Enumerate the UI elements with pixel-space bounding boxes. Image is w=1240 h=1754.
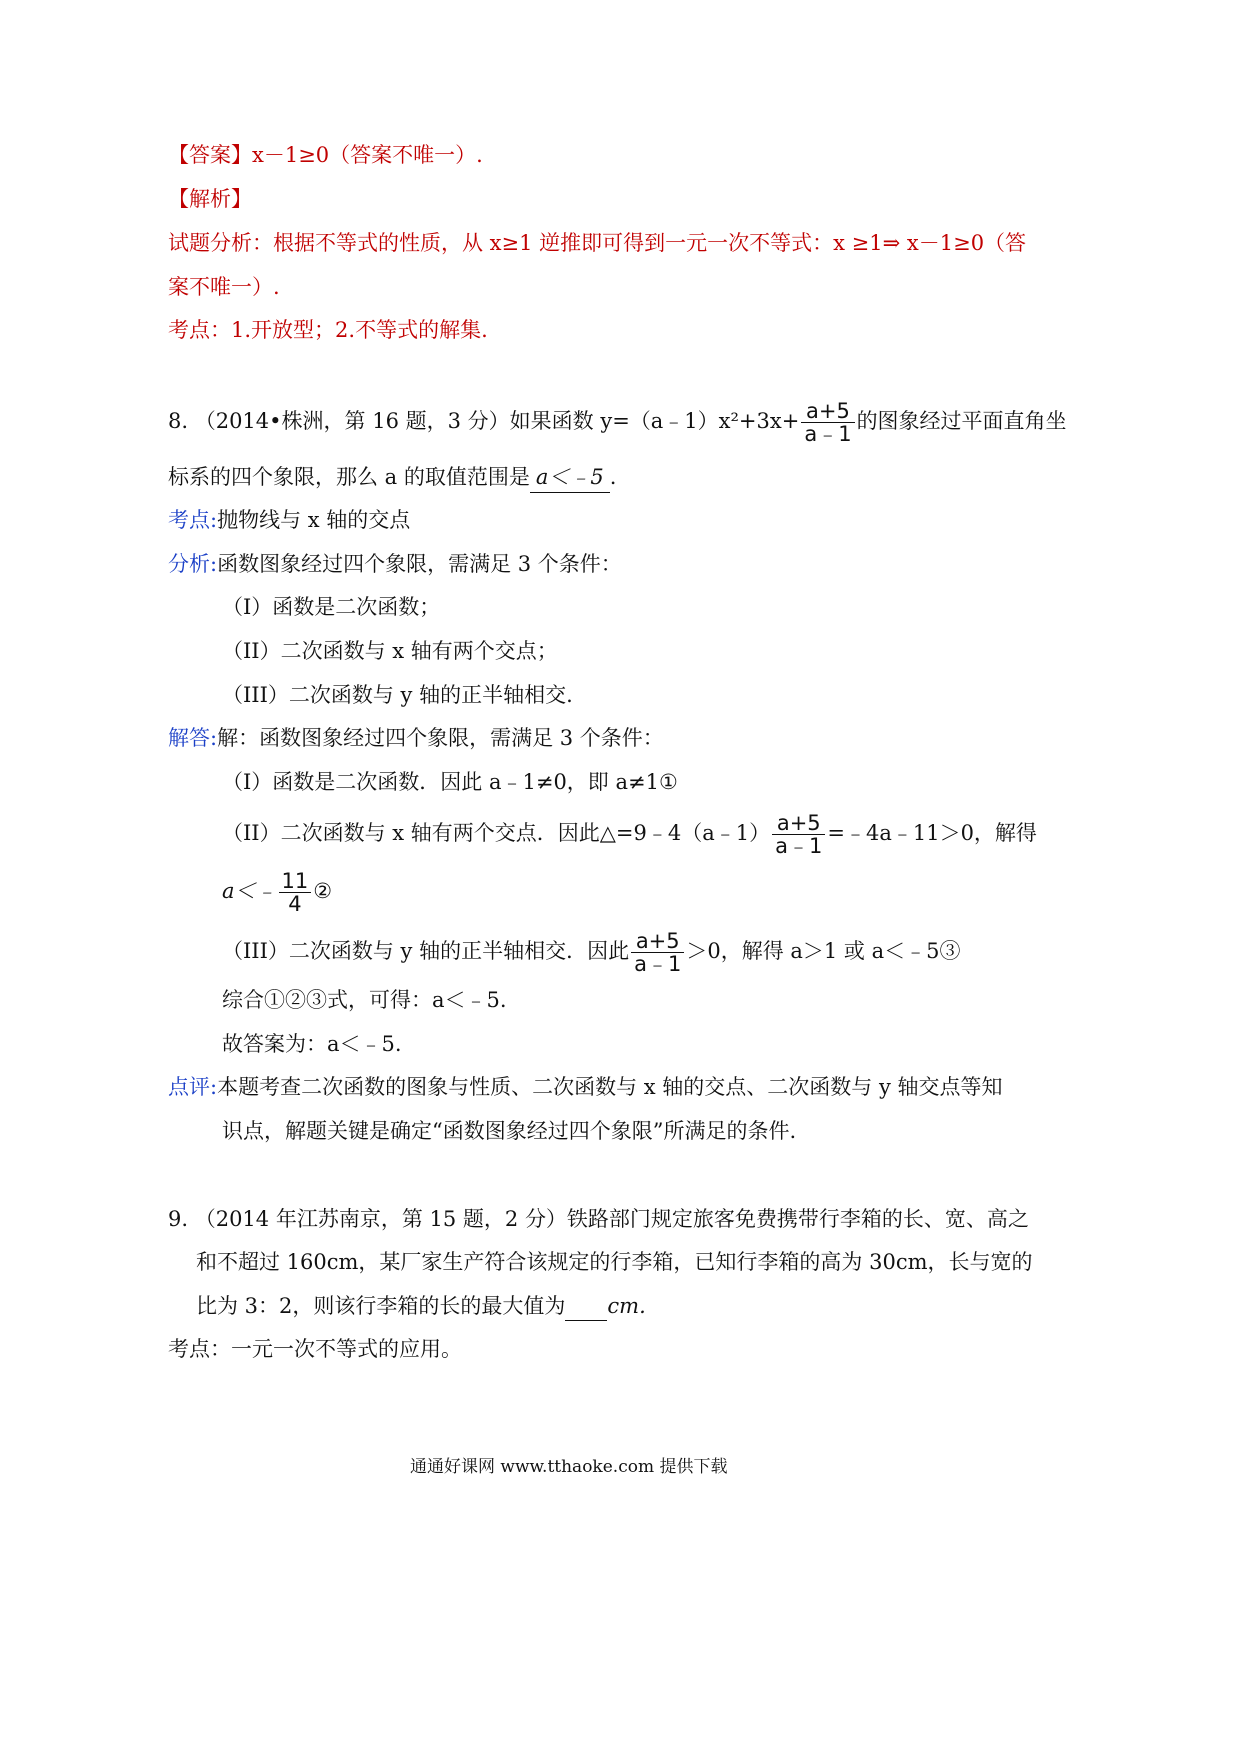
q8-line2-suffix: . bbox=[609, 465, 617, 489]
q8-fraction bbox=[801, 400, 854, 445]
q8-final-answer: 故答案为：a＜﹣5. bbox=[222, 1032, 402, 1056]
answer-text: x－1≥0（答案不唯一）. bbox=[252, 143, 483, 167]
q8-jieda-text: 解：函数图象经过四个象限，需满足 3 个条件： bbox=[217, 726, 664, 750]
q8-solution-2b bbox=[222, 870, 332, 915]
answer-tag: 【答案】 bbox=[168, 143, 252, 167]
q8-solution-2 bbox=[222, 812, 1037, 857]
q8-sol2b-num: 11 bbox=[279, 870, 312, 893]
q8-frac-num: a+5 bbox=[801, 400, 854, 423]
q9-line3-prefix: 比为 3：2，则该行李箱的长的最大值为 bbox=[196, 1294, 566, 1318]
q8-dianping-tag: 点评: bbox=[168, 1075, 218, 1099]
q9-kaodian: 考点：一元一次不等式的应用。 bbox=[168, 1337, 462, 1361]
q8-kaodian bbox=[168, 505, 410, 535]
q8-stem-line-1 bbox=[168, 400, 1067, 445]
q8-jieda bbox=[168, 723, 664, 753]
q9-line-2: 和不超过 160cm，某厂家生产符合该规定的行李箱，已知行李箱的高为 30cm，长与宽的 bbox=[196, 1250, 1033, 1274]
q8-dianping bbox=[168, 1072, 1002, 1102]
q8-condition-2: （II）二次函数与 x 轴有两个交点； bbox=[222, 639, 558, 663]
answer-line bbox=[168, 140, 483, 170]
q8-line2-prefix: 标系的四个象限，那么 a 的取值范围是 bbox=[168, 465, 530, 489]
q9-line-1: 9. （2014 年江苏南京，第 15 题，2 分）铁路部门规定旅客免费携带行李箱的长、宽、高之 bbox=[168, 1207, 1029, 1231]
q9-answer-blank bbox=[565, 1298, 607, 1321]
q8-sol2-frac-den: a﹣1 bbox=[775, 834, 823, 858]
q8-stem-suffix: 的图象经过平面直角坐 bbox=[856, 409, 1067, 433]
page-footer: 通通好课网 www.tthaoke.com 提供下载 bbox=[410, 1457, 728, 1477]
q8-sol3-prefix: （III）二次函数与 y 轴的正半轴相交．因此 bbox=[222, 939, 630, 963]
q8-jieda-tag: 解答: bbox=[168, 726, 218, 750]
q8-dianping-line-2: 识点，解题关键是确定“函数图象经过四个象限”所满足的条件. bbox=[222, 1119, 797, 1143]
q8-sol2b-den: 4 bbox=[288, 892, 302, 916]
q8-fenxi-text: 函数图象经过四个象限，需满足 3 个条件： bbox=[217, 552, 622, 576]
q8-condition-3: （III）二次函数与 y 轴的正半轴相交. bbox=[222, 683, 573, 707]
q8-sol3-fraction bbox=[631, 930, 684, 975]
q8-solution-1: （I）函数是二次函数．因此 a﹣1≠0，即 a≠1① bbox=[222, 770, 678, 794]
q8-sol2b-fraction bbox=[279, 870, 312, 915]
q8-sol3-suffix: ＞0，解得 a＞1 或 a＜﹣5③ bbox=[686, 939, 961, 963]
kaodian-line: 考点：1.开放型；2.不等式的解集. bbox=[168, 318, 488, 342]
q9-line3-suffix: cm. bbox=[607, 1294, 646, 1318]
q8-fenxi-tag: 分析: bbox=[168, 552, 218, 576]
analysis-line-2: 案不唯一）. bbox=[168, 275, 280, 299]
q8-condition-1: （I）函数是二次函数； bbox=[222, 595, 441, 619]
q8-sol3-frac-den: a﹣1 bbox=[634, 952, 682, 976]
q9-line-3 bbox=[196, 1291, 646, 1321]
q8-kaodian-tag: 考点: bbox=[168, 508, 218, 532]
analysis-tag: 【解析】 bbox=[168, 187, 252, 211]
q8-answer-blank: a＜﹣5 bbox=[530, 462, 610, 493]
q8-sol2-suffix: =﹣4a﹣11＞0，解得 bbox=[827, 821, 1037, 845]
q8-sol2b-prefix: a＜﹣ bbox=[222, 879, 277, 903]
q8-frac-den: a﹣1 bbox=[804, 422, 852, 446]
q8-stem-line-2 bbox=[168, 462, 616, 493]
q8-combine: 综合①②③式，可得：a＜﹣5. bbox=[222, 988, 507, 1012]
q8-kaodian-text: 抛物线与 x 轴的交点 bbox=[217, 508, 411, 532]
q8-stem-prefix: 8. （2014•株洲，第 16 题，3 分）如果函数 y=（a﹣1）x²+3x+ bbox=[168, 409, 800, 433]
q8-sol3-frac-num: a+5 bbox=[631, 930, 684, 953]
q8-sol2-fraction bbox=[772, 812, 825, 857]
q8-sol2-frac-num: a+5 bbox=[772, 812, 825, 835]
q8-solution-3 bbox=[222, 930, 961, 975]
analysis-line-1: 试题分析：根据不等式的性质，从 x≥1 逆推即可得到一元一次不等式：x ≥1⇒ x－1≥0（答 bbox=[168, 231, 1027, 255]
q8-dianping-line-1: 本题考查二次函数的图象与性质、二次函数与 x 轴的交点、二次函数与 y 轴交点等知 bbox=[217, 1075, 1003, 1099]
q8-sol2b-suffix: ② bbox=[313, 879, 333, 903]
q8-fenxi bbox=[168, 549, 622, 579]
q8-sol2-prefix: （II）二次函数与 x 轴有两个交点．因此△=9﹣4（a﹣1） bbox=[222, 821, 771, 845]
